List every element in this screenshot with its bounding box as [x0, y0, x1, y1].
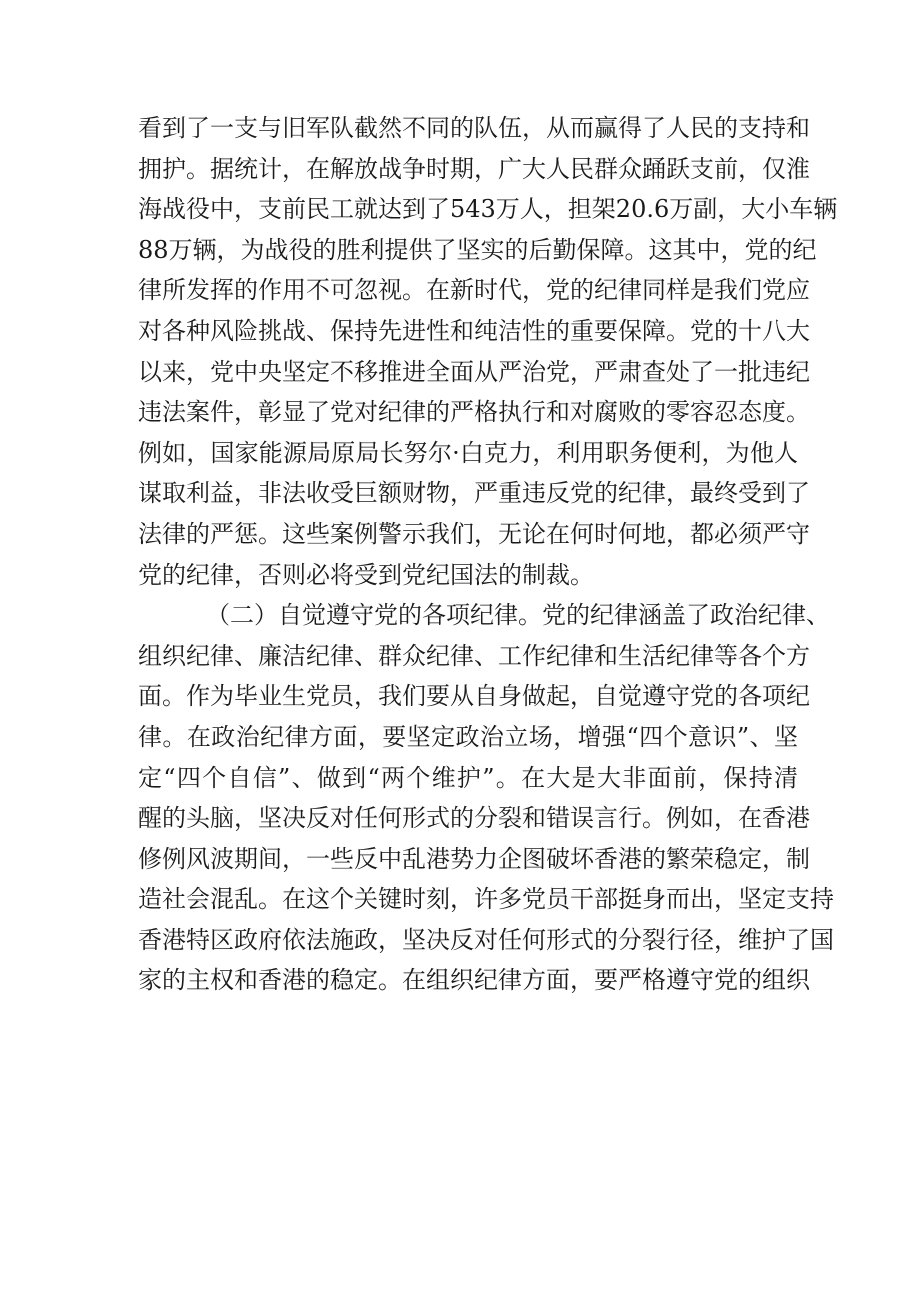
text-line: 海战役中，支前民工就达到了543万人，担架20.6万副，大小车辆 — [138, 195, 838, 224]
text-line: 以来，党中央坚定不移推进全面从严治党，严肃查处了一批违纪 — [138, 357, 810, 386]
text-line: （二）自觉遵守党的各项纪律。党的纪律涵盖了政治纪律、 — [206, 601, 830, 630]
body-text — [138, 108, 838, 1001]
text-line: 定“四个自信”、做到“两个维护”。在大是大非面前，保持清 — [138, 763, 798, 792]
text-line: 对各种风险挑战、保持先进性和纯洁性的重要保障。党的十八大 — [138, 316, 810, 345]
text-line: 组织纪律、廉洁纪律、群众纪律、工作纪律和生活纪律等各个方 — [138, 641, 810, 670]
text-line: 律。在政治纪律方面，要坚定政治立场，增强“四个意识”、坚 — [138, 722, 798, 751]
text-line: 醒的头脑，坚决反对任何形式的分裂和错误言行。例如，在香港 — [138, 804, 810, 833]
text-line: 律所发挥的作用不可忽视。在新时代，党的纪律同样是我们党应 — [138, 276, 810, 305]
text-line: 例如，国家能源局原局长努尔·白克力，利用职务便利，为他人 — [138, 438, 798, 467]
text-line: 党的纪律，否则必将受到党纪国法的制裁。 — [138, 560, 594, 589]
text-line: 家的主权和香港的稳定。在组织纪律方面，要严格遵守党的组织 — [138, 966, 810, 995]
paragraph-1 — [138, 108, 838, 595]
text-line: 拥护。据统计，在解放战争时期，广大人民群众踊跃支前，仅淮 — [138, 154, 810, 183]
text-line: 看到了一支与旧军队截然不同的队伍，从而赢得了人民的支持和 — [138, 114, 810, 142]
text-line: 面。作为毕业生党员，我们要从自身做起，自觉遵守党的各项纪 — [138, 682, 810, 711]
text-line: 香港特区政府依法施政，坚决反对任何形式的分裂行径，维护了国 — [138, 925, 834, 954]
text-line: 造社会混乱。在这个关键时刻，许多党员干部挺身而出，坚定支持 — [138, 885, 834, 914]
text-line: 谋取利益，非法收受巨额财物，严重违反党的纪律，最终受到了 — [138, 479, 810, 508]
text-line: 88万辆，为战役的胜利提供了坚实的后勤保障。这其中，党的纪 — [138, 235, 817, 264]
text-line: 法律的严惩。这些案例警示我们，无论在何时何地，都必须严守 — [138, 519, 810, 548]
paragraph-2 — [138, 595, 834, 1001]
text-line: 修例风波期间，一些反中乱港势力企图破坏香港的繁荣稳定，制 — [138, 844, 810, 873]
text-line: 违法案件，彰显了党对纪律的严格执行和对腐败的零容忍态度。 — [138, 398, 810, 427]
